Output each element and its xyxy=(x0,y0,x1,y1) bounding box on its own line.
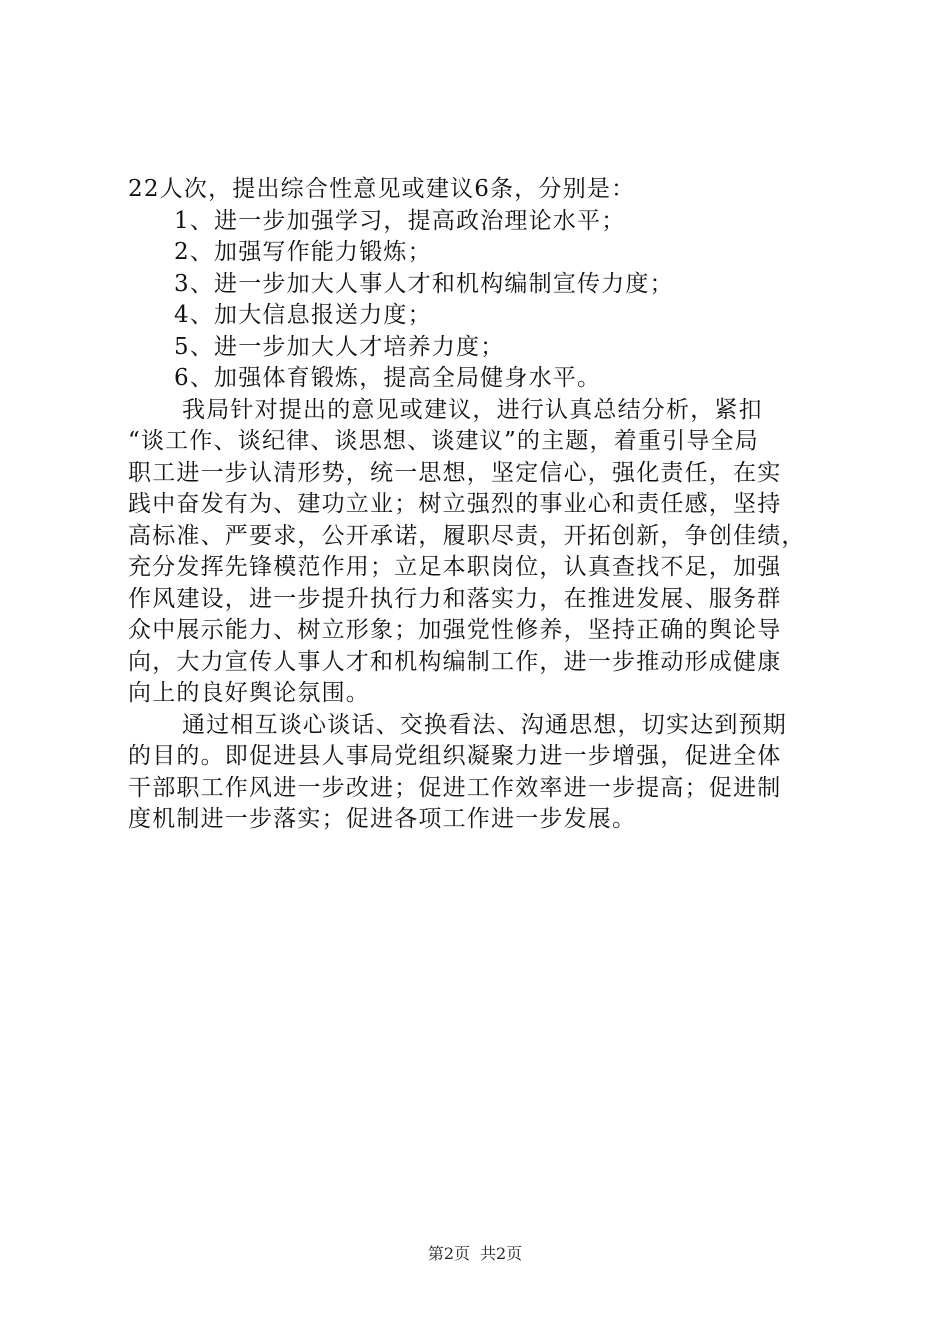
paragraph-line: 充分发挥先锋模范作用；立足本职岗位，认真查找不足，加强 xyxy=(128,554,782,580)
list-item: 3、进一步加大人事人才和机构编制宣传力度； xyxy=(174,270,674,297)
paragraph-line: 众中展示能力、树立形象；加强党性修养，坚持正确的舆论导 xyxy=(128,617,782,643)
document-body xyxy=(128,174,844,836)
paragraph-line: “谈工作、谈纪律、谈思想、谈建议”的主题，着重引导全局 xyxy=(128,428,759,454)
page-total: 共2页 xyxy=(480,1244,523,1263)
paragraph-line: 度机制进一步落实；促进各项工作进一步发展。 xyxy=(128,806,637,832)
paragraph-line: 作风建设，进一步提升执行力和落实力，在推进发展、服务群 xyxy=(128,585,782,612)
paragraph-line: 通过相互谈心谈话、交换看法、沟通思想，切实达到预期 xyxy=(182,711,787,738)
list-item: 5、进一步加大人才培养力度； xyxy=(174,333,505,360)
list-item: 6、加强体育锻炼，提高全局健身水平。 xyxy=(174,365,602,391)
paragraph-line: 向，大力宣传人事人才和机构编制工作，进一步推动形成健康 xyxy=(128,648,782,675)
paragraph-line: 干部职工作风进一步改进；促进工作效率进一步提高；促进制 xyxy=(128,774,782,801)
paragraph-line: 高标准、严要求，公开承诺，履职尽责，开拓创新，争创佳绩， xyxy=(128,522,806,549)
text-line: 22人次，提出综合性意见或建议6条，分别是： xyxy=(128,176,636,202)
paragraph-line: 职工进一步认清形势，统一思想，坚定信心，强化责任，在实 xyxy=(128,459,782,486)
list-item: 4、加大信息报送力度； xyxy=(174,302,432,328)
paragraph-line: 我局针对提出的意见或建议，进行认真总结分析，紧扣 xyxy=(182,396,763,423)
paragraph-line: 践中奋发有为、建功立业；树立强烈的事业心和责任感，坚持 xyxy=(128,491,782,517)
list-item: 2、加强写作能力锻炼； xyxy=(174,239,432,265)
list-item: 1、进一步加强学习，提高政治理论水平； xyxy=(174,207,626,234)
page-number: 第2页 xyxy=(427,1244,470,1263)
paragraph-line: 向上的良好舆论氛围。 xyxy=(128,680,370,706)
paragraph-line: 的目的。即促进县人事局党组织凝聚力进一步增强，促进全体 xyxy=(128,743,782,769)
page-footer xyxy=(0,1244,950,1264)
